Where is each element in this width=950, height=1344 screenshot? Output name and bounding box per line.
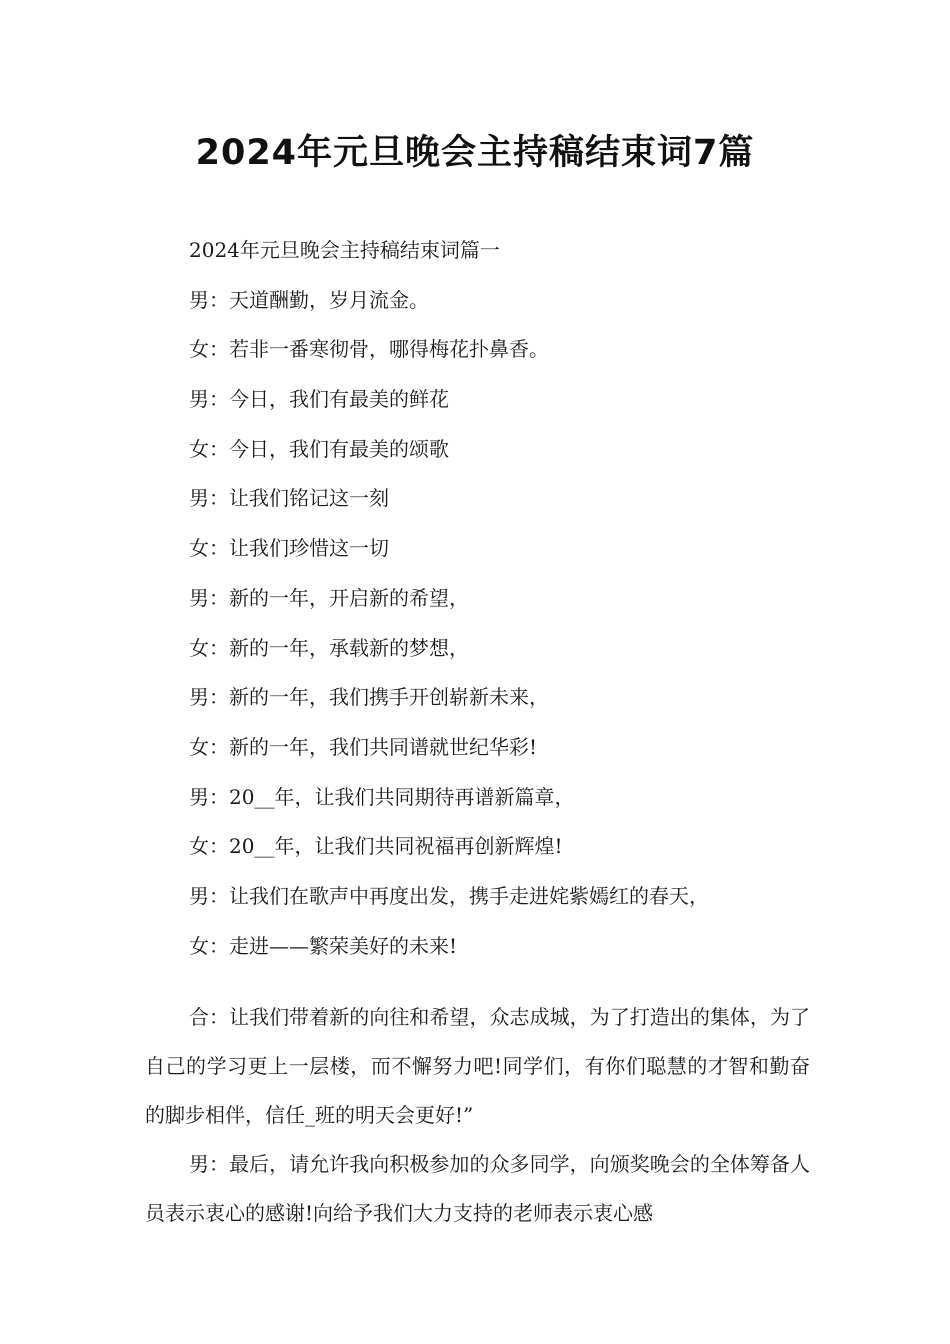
dialogue-line: 男：今日，我们有最美的鲜花 [189,387,449,412]
dialogue-line: 男：新的一年，开启新的希望， [189,585,469,610]
dialogue-line: 女：若非一番寒彻骨，哪得梅花扑鼻香。 [189,337,549,362]
dialogue-line: 女：20__年，让我们共同祝福再创新辉煌! [189,834,563,859]
dialogue-line: 女：新的一年，承载新的梦想， [189,635,469,660]
dialogue-line: 女：走进——繁荣美好的未来! [189,933,458,958]
dialogue-line: 女：今日，我们有最美的颂歌 [189,436,449,461]
document-title: 2024年元旦晚会主持稿结束词7篇 [195,133,755,173]
dialogue-line: 男：20__年，让我们共同期待再谱新篇章， [189,784,575,809]
dialogue-line: 男：新的一年，我们携手开创崭新未来， [189,685,549,710]
dialogue-line: 男：让我们铭记这一刻 [189,486,389,511]
dialogue-line: 男：让我们在歌声中再度出发，携手走进姹紫嫣红的春天， [189,883,709,908]
dialogue-line: 女：让我们珍惜这一切 [189,536,389,561]
dialogue-line: 女：新的一年，我们共同谱就世纪华彩! [189,734,538,759]
body-paragraph: 合：让我们带着新的向往和希望，众志成城，为了打造出的集体，为了自己的学习更上一层楼，而不懈努力吧!同学们，有你们聪慧的才智和勤奋的脚步相伴，信任_班的明天会更好!” [145,1005,810,1127]
body-paragraph: 男：最后，请允许我向积极参加的众多同学，向颁奖晚会的全体筹备人员表示衷心的感谢!向给予我们大力支持的老师表示衷心感 [145,1152,810,1225]
section-heading: 2024年元旦晚会主持稿结束词篇一 [189,238,500,262]
dialogue-line: 男：天道酬勤，岁月流金。 [189,287,429,312]
dialogue-lines [0,226,950,971]
